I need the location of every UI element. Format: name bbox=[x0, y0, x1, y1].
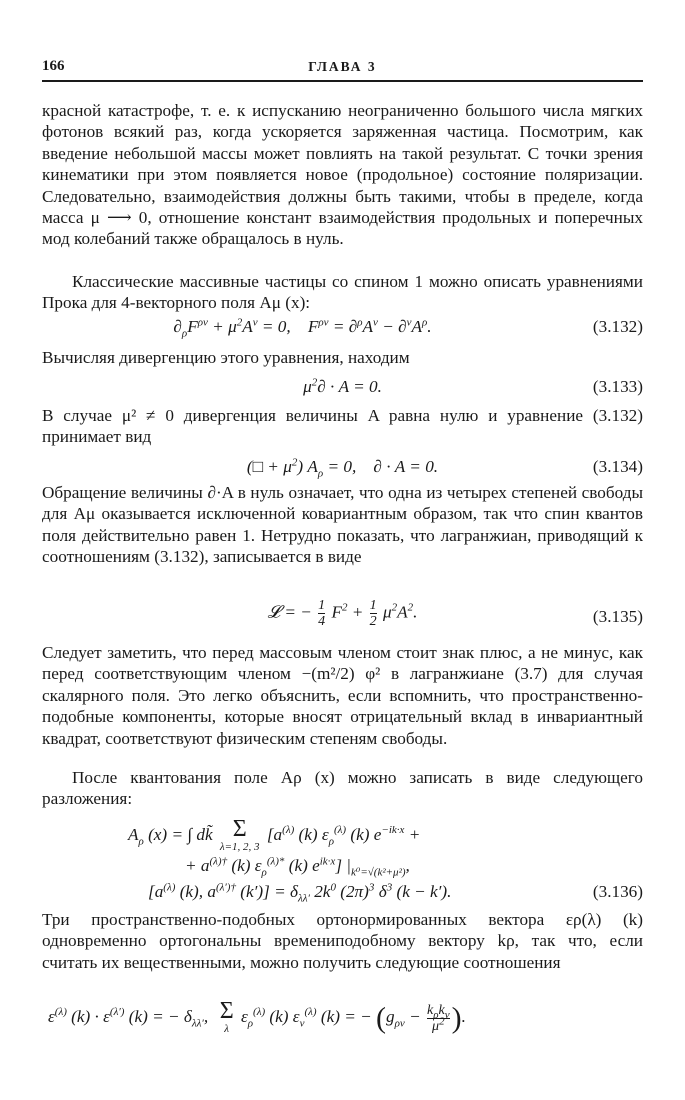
equation-line-3: [$a^{(\lambda)}$ (k), $a^{(\lambda')\dagger}$ $(k')] = \delta_{\lambda\lambda'}$ $2k^0$ $(2\pi)^3$ $\delta^3$ (k − k′). bbox=[148, 881, 452, 905]
fraction: $\frac{1}{4}$ bbox=[318, 598, 326, 629]
paragraph-4: В случае μ² ≠ 0 дивергенция величины A равна нулю и уравнение (3.132) принимает вид bbox=[42, 406, 643, 447]
equation-number: (3.133) bbox=[592, 377, 643, 396]
equation-number: (3.134) bbox=[592, 457, 643, 476]
paragraph-6: Следует заметить, что перед массовым членом стоит знак плюс, а не минус, как перед соответствующим членом −(m²/2) φ² в лагранжиане (3.7) для случая скалярного поля. Это легко объяснить, если вспомнить, что пространственно-подобные компоненты, которые вносят отрицательный вклад в инвариантный квадрат, соответствуют физическим степеням свободы. bbox=[42, 643, 643, 748]
equation-3-135: 𝓛 = − $\frac{1}{4}$ $F^2$ + $\frac{1}{2}$ $\mu^2A^2$. (3.135) bbox=[267, 598, 643, 629]
chapter-title: ГЛАВА 3 bbox=[308, 59, 377, 74]
equation-number: (3.135) bbox=[592, 607, 643, 626]
paragraph-8: Три пространственно-подобных ортонормированных вектора ερ(λ) (k) одновременно ортогональны времениподобному вектору kρ, так что, если считать их вещественными, можно получить следующие соотношения bbox=[42, 910, 643, 972]
paragraph-5: Обращение величины ∂·A в нуль означает, что одна из четырех степеней свободы для Aμ оказывается исключенной ковариантным образом, так что спин квантов поля действительно равен 1. Нетрудно показать, что лагранжиан, приводящий к соотношениям (3.132), записывается в виде bbox=[42, 483, 643, 567]
paragraph-1: красной катастрофе, т. е. к испусканию неограниченно большого числа мягких фотонов всякий раз, когда ускоряется заряженная частица. Посмотрим, как введение небольшой массы может повлиять на такой результат. С точки зрения кинематики при этом появляется новое (продольное) состояние поляризации. Следовательно, взаимодействия должны быть такими, чтобы в пределе, когда масса μ ⟶ 0, отношение констант взаимодействия продольных и поперечных мод колебаний также обращалось в нуль. bbox=[42, 101, 643, 249]
page-number: 166 bbox=[42, 58, 65, 74]
paragraph-2: Классические массивные частицы со спином 1 можно описать уравнениями Прока для 4-векторного поля Aμ (x): bbox=[42, 272, 643, 313]
fraction: $\frac{1}{2}$ bbox=[369, 598, 377, 629]
equation-number: (3.132) bbox=[592, 317, 643, 336]
equation-3-132: $\partial_\rho F^{\rho\nu} + \mu^2A^\nu = 0$, $F^{\rho\nu} = \partial^\rho A^\nu - \partial^\nu A^\rho$. (3.132) bbox=[173, 316, 643, 340]
summation: Σ λ=1, 2, 3 bbox=[219, 816, 260, 853]
header-rule bbox=[42, 80, 643, 82]
equation-line-2: + $a^{(\lambda)\dagger}$ (k) $\varepsilon_\rho^{(\lambda)*}$ (k) $e^{ik\cdot x}$] $|_{k^0=√(k^2+\mu^2)}$, bbox=[185, 855, 410, 879]
equation-number: (3.136) bbox=[592, 882, 643, 901]
summation: Σ λ bbox=[219, 998, 234, 1035]
equation-final: $\varepsilon^{(\lambda)}$ $(k) \cdot \varepsilon^{(\lambda')}$ (k) = − $\delta_{\lambda\lambda'}$, Σ λ $\varepsilon_\rho^{(\lambda)}$ (k) $\varepsilon_\nu^{(\lambda)}$ (k) = − ($g_{\rho\nu}$ − $\frac{k_\rho k_\nu}{\mu^2}$ ). bbox=[48, 998, 466, 1035]
paragraph-3: Вычисляя дивергенцию этого уравнения, находим bbox=[42, 348, 410, 367]
paragraph-7: После квантования поле Aρ (x) можно записать в виде следующего разложения: bbox=[42, 768, 643, 809]
equation-3-134: (□ + $\mu^2$) $A_\rho = 0$, ∂ · A = 0. (3.134) bbox=[246, 456, 643, 480]
running-header bbox=[42, 56, 643, 78]
equation-line-1: $A_\rho$ (x) = ∫ dk̃ Σ λ=1, 2, 3 [$a^{(\lambda)}$ (k) $\varepsilon_\rho^{(\lambda)}$ (k) $e^{-ik\cdot x}$ + bbox=[128, 816, 421, 853]
equation-3-133: $\mu^2\partial \cdot A = 0$. (3.133) bbox=[303, 376, 643, 396]
fraction: $\frac{k_\rho k_\nu}{\mu^2}$ bbox=[427, 1002, 450, 1034]
